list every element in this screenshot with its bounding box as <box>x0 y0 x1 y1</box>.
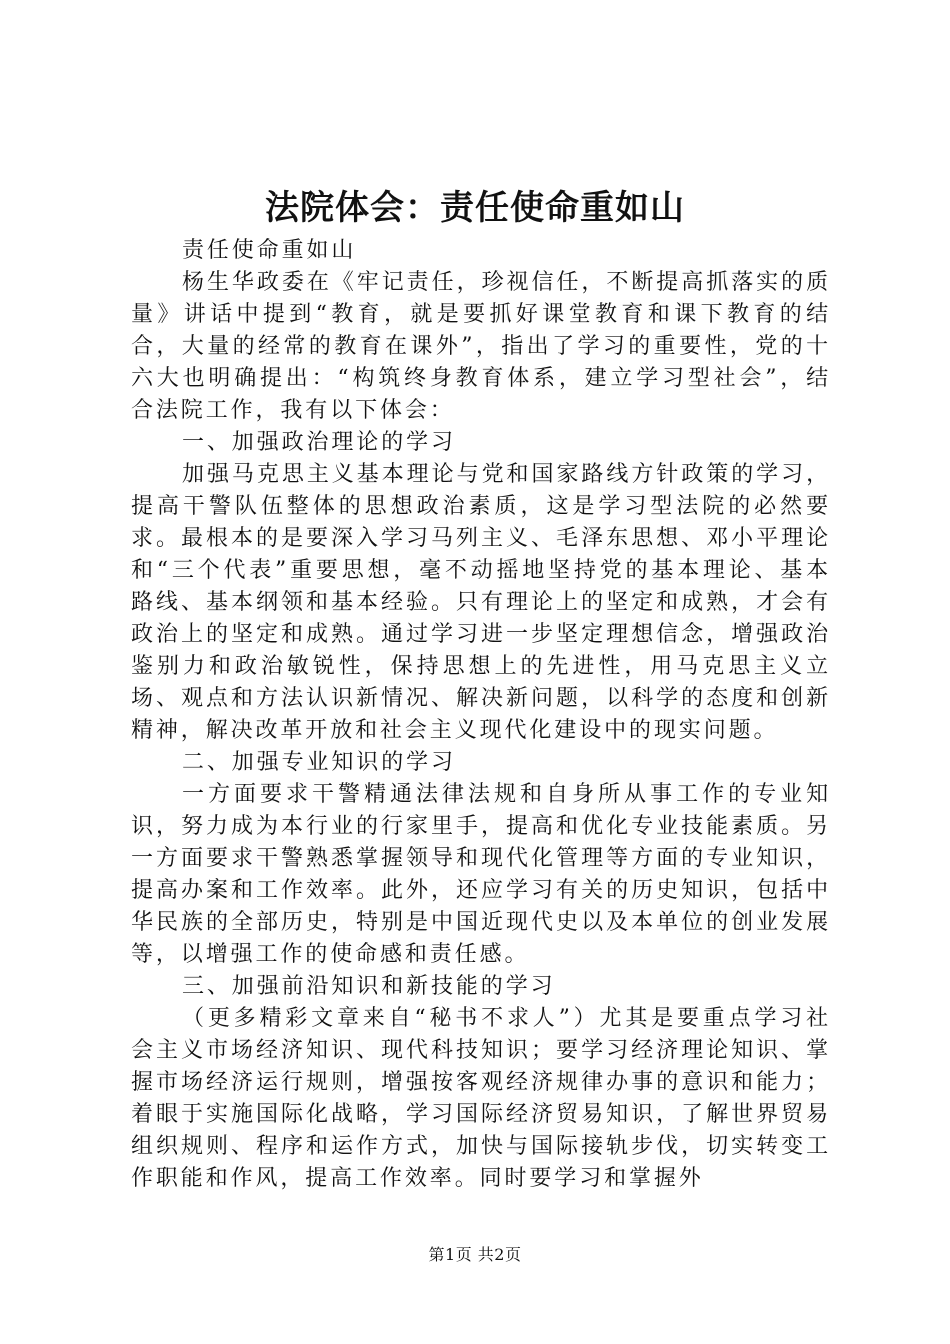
document-title: 法院体会：责任使命重如山 <box>265 188 685 228</box>
page-number-footer: 第1页 共2页 <box>428 1245 522 1264</box>
paragraph-section-3: （更多精彩文章来自“秘书不求人”）尤其是要重点学习社会主义市场经济知识、现代科技知识；要学习经济理论知识、掌握市场经济运行规则，增强按客观经济规律办事的意识和能力；着眼于实施国际化战略，学习国际经济贸易知识，了解世界贸易组织规则、程序和运作方式，加快与国际接轨步伐，切实转变工作职能和作风，提高工作效率。同时要学习和掌握外 <box>131 1006 831 1191</box>
paragraph-subtitle: 责任使命重如山 <box>182 238 357 263</box>
paragraph-section-2: 一方面要求干警精通法律法规和自身所从事工作的专业知识，努力成为本行业的行家里手，提高和优化专业技能素质。另一方面要求干警熟悉掌握领导和现代化管理等方面的专业知识，提高办案和工作效率。此外，还应学习有关的历史知识，包括中华民族的全部历史，特别是中国近现代史以及本单位的创业发展等，以增强工作的使命感和责任感。 <box>131 782 831 967</box>
section-heading-3: 三、加强前沿知识和新技能的学习 <box>182 974 556 999</box>
paragraph-intro: 杨生华政委在《牢记责任，珍视信任，不断提高抓落实的质量》讲话中提到“教育，就是要抓好课堂教育和课下教育的结合，大量的经常的教育在课外”，指出了学习的重要性，党的十六大也明确提出：“构筑终身教育体系，建立学习型社会”，结合法院工作，我有以下体会： <box>131 270 831 423</box>
section-heading-2: 二、加强专业知识的学习 <box>182 750 456 775</box>
section-heading-1: 一、加强政治理论的学习 <box>182 430 456 455</box>
document-body <box>131 235 831 1195</box>
paragraph-section-1: 加强马克思主义基本理论与党和国家路线方针政策的学习，提高干警队伍整体的思想政治素质，这是学习型法院的必然要求。最根本的是要深入学习马列主义、毛泽东思想、邓小平理论和“三个代表”重要思想，毫不动摇地坚持党的基本理论、基本路线、基本纲领和基本经验。只有理论上的坚定和成熟，才会有政治上的坚定和成熟。通过学习进一步坚定理想信念，增强政治鉴别力和政治敏锐性，保持思想上的先进性，用马克思主义立场、观点和方法认识新情况、解决新问题，以科学的态度和创新精神，解决改革开放和社会主义现代化建设中的现实问题。 <box>131 462 831 743</box>
